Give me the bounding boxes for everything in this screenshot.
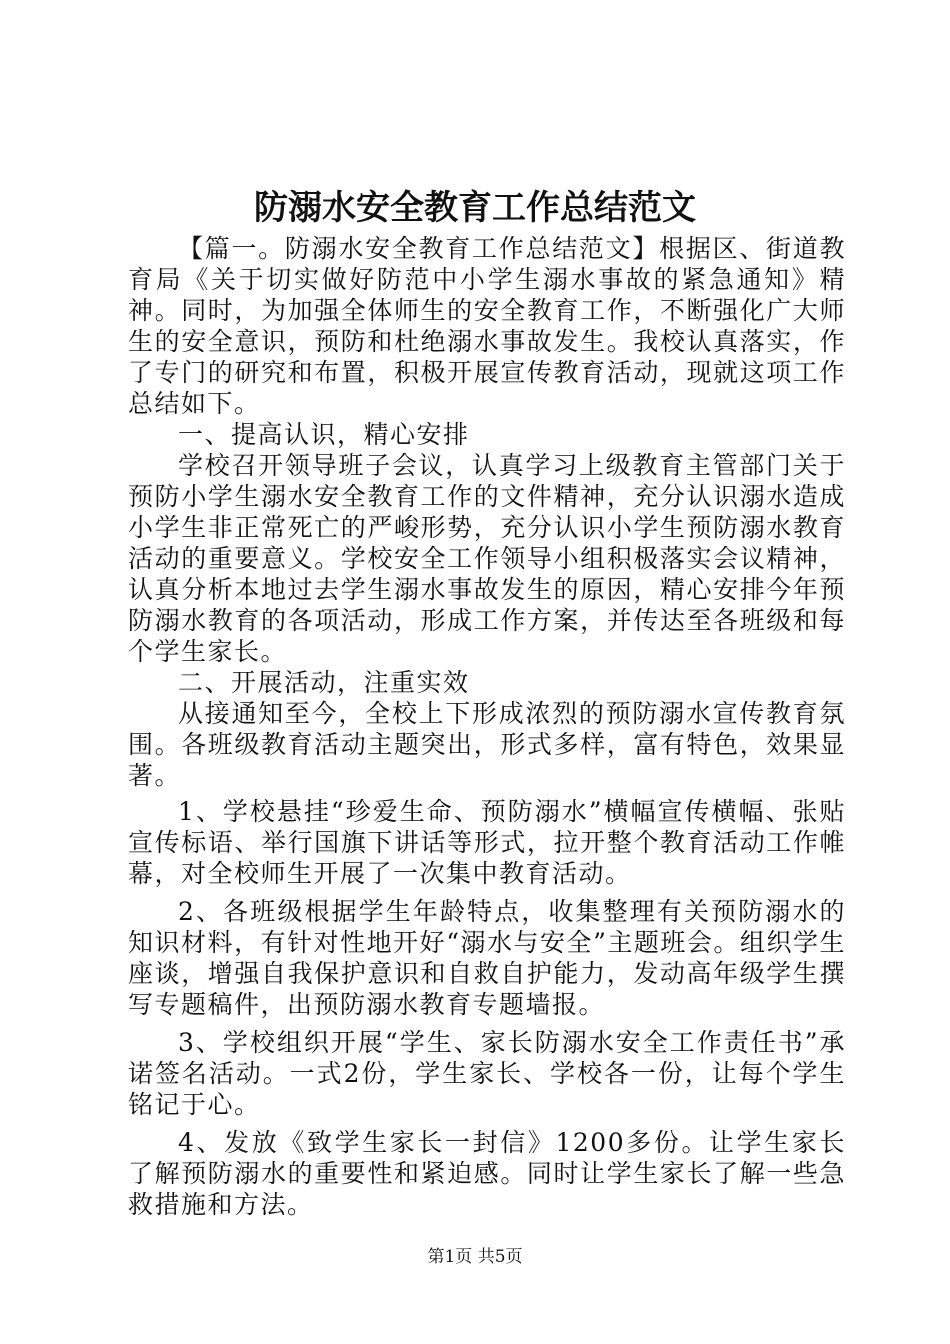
- intro-paragraph: 【篇一。防溺水安全教育工作总结范文】根据区、街道教育局《关于切实做好防范中小学生溺水事故的紧急通知》精神。同时，为加强全体师生的安全教育工作，不断强化广大师生的安全意识，预防和杜绝溺水事故发生。我校认真落实，作了专门的研究和布置，积极开展宣传教育活动，现就这项工作总结如下。: [128, 234, 846, 418]
- section-heading-1: 一、提高认识，精心安排: [178, 420, 470, 449]
- page-footer: 第1页 共5页: [427, 1247, 523, 1267]
- activity-item-4: 4、发放《致学生家长一封信》1200多份。让学生家长了解预防溺水的重要性和紧迫感。同时让学生家长了解一些急救措施和方法。: [128, 1128, 846, 1219]
- section-2-paragraph: 从接通知至今，全校上下形成浓烈的预防溺水宣传教育氛围。各班级教育活动主题突出，形式多样，富有特色，效果显著。: [128, 699, 846, 790]
- activity-item-1: 1、学校悬挂“珍爱生命、预防溺水”横幅宣传横幅、张贴宣传标语、举行国旗下讲话等形式，拉开整个教育活动工作帷幕，对全校师生开展了一次集中教育活动。: [128, 797, 846, 888]
- activity-item-3: 3、学校组织开展“学生、家长防溺水安全工作责任书”承诺签名活动。一式2份，学生家长、学校各一份，让每个学生铭记于心。: [128, 1028, 846, 1119]
- section-heading-2: 二、开展活动，注重实效: [178, 668, 470, 697]
- document-body: [128, 233, 846, 1220]
- activity-item-2: 2、各班级根据学生年龄特点，收集整理有关预防溺水的知识材料，有针对性地开好“溺水与安全”主题班会。组织学生座谈，增强自我保护意识和自救自护能力，发动高年级学生撰写专题稿件，出预防溺水教育专题墙报。: [128, 897, 846, 1019]
- section-1-paragraph: 学校召开领导班子会议，认真学习上级教育主管部门关于预防小学生溺水安全教育工作的文件精神，充分认识溺水造成小学生非正常死亡的严峻形势，充分认识小学生预防溺水教育活动的重要意义。学校安全工作领导小组积极落实会议精神，认真分析本地过去学生溺水事故发生的原因，精心安排今年预防溺水教育的各项活动，形成工作方案，并传达至各班级和每个学生家长。: [128, 451, 846, 666]
- document-title: 防溺水安全教育工作总结范文: [254, 188, 696, 228]
